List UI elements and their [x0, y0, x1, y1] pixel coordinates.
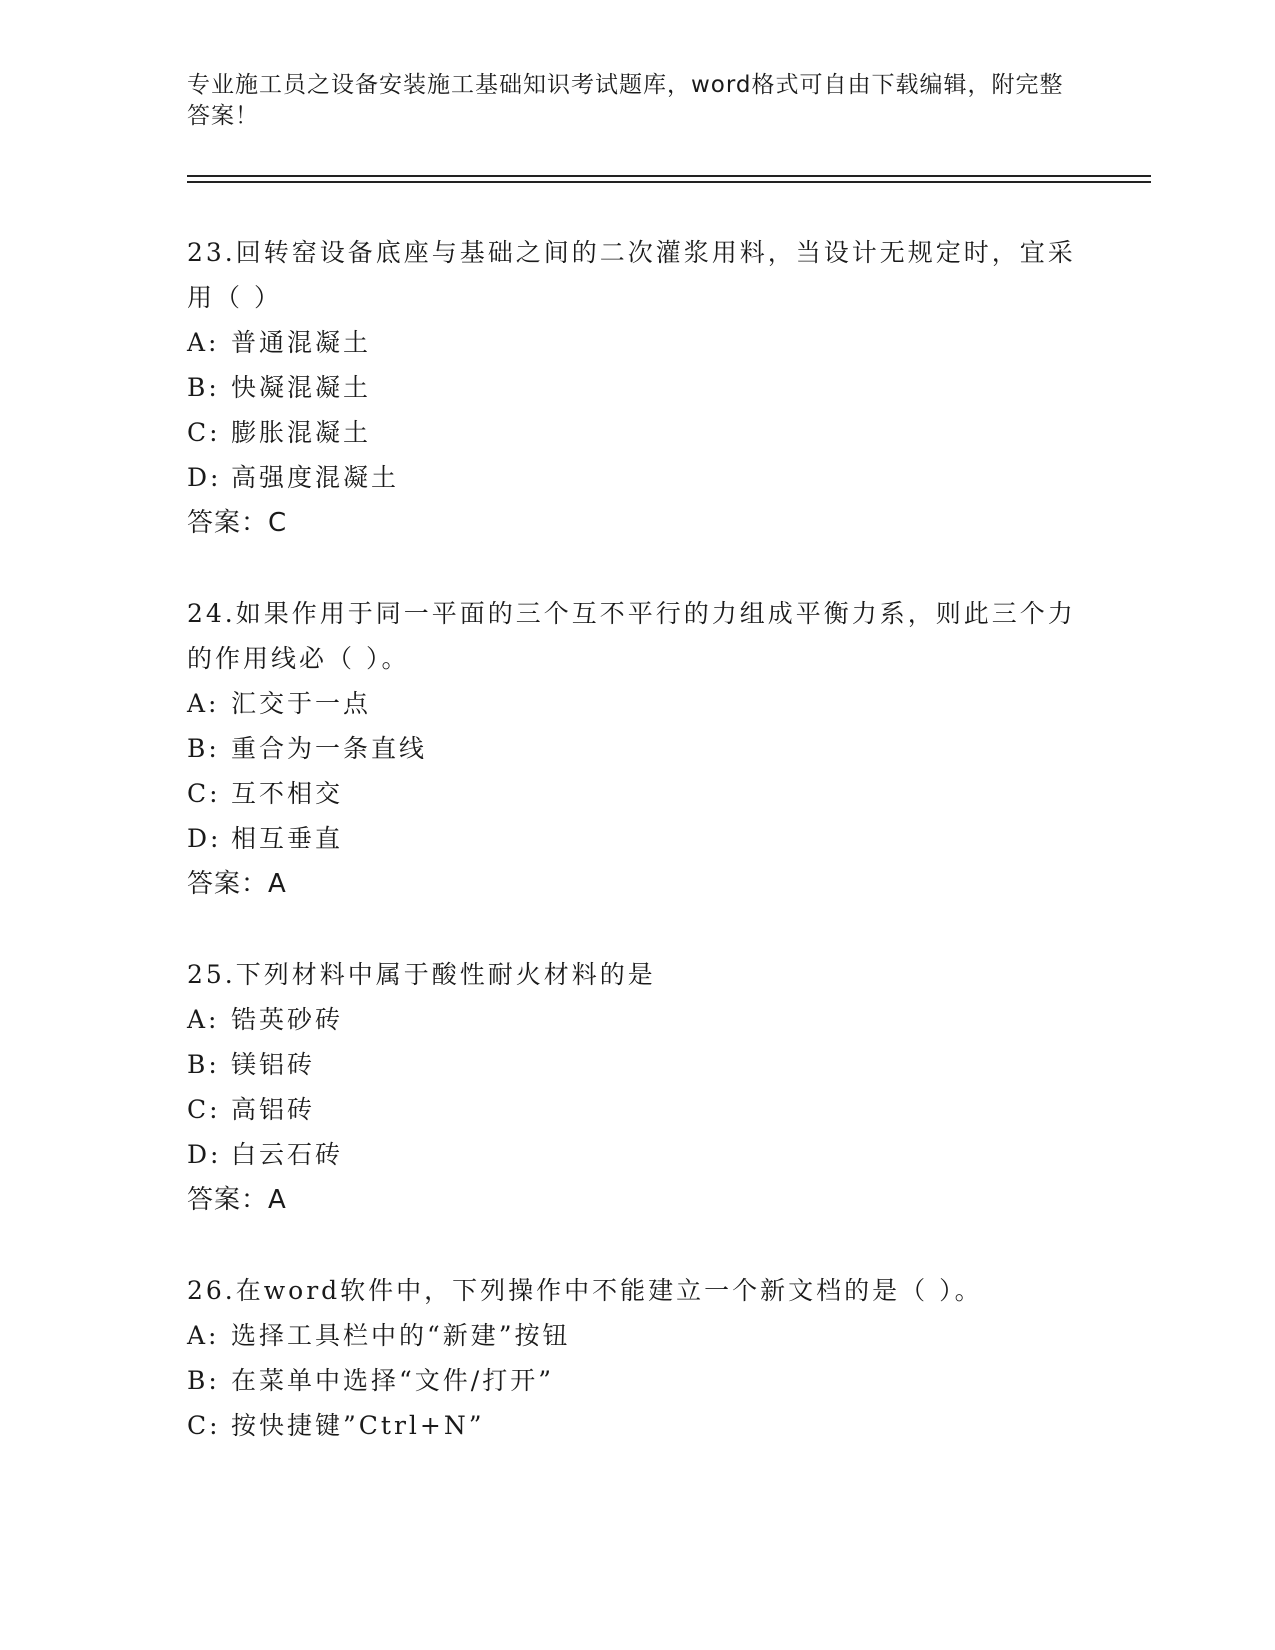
option-a — [187, 997, 1087, 1042]
question-list — [187, 230, 1087, 1492]
document-header: 专业施工员之设备安装施工基础知识考试题库，word格式可自由下载编辑，附完整答案！ — [187, 72, 1064, 129]
option-b — [187, 1358, 1087, 1403]
option-key: D: — [187, 1140, 222, 1169]
answer-line: 答案：A — [187, 869, 287, 899]
option-b — [187, 726, 1087, 771]
option-b — [187, 1042, 1087, 1087]
question-stem: 23.回转窑设备底座与基础之间的二次灌浆用料，当设计无规定时，宜采用（ ） — [187, 238, 1076, 312]
option-key: B: — [187, 373, 220, 402]
option-text: 高强度混凝土 — [231, 463, 400, 492]
option-text: 镁铝砖 — [231, 1050, 316, 1079]
option-key: D: — [187, 463, 222, 492]
option-key: C: — [187, 779, 221, 808]
option-c — [187, 1403, 1087, 1448]
option-c — [187, 771, 1087, 816]
option-text: 在菜单中选择“文件/打开” — [231, 1366, 554, 1395]
option-key: B: — [187, 1366, 220, 1395]
option-text: 膨胀混凝土 — [231, 418, 372, 447]
option-c — [187, 1087, 1087, 1132]
option-d — [187, 816, 1087, 861]
question-26 — [187, 1268, 1087, 1448]
question-25 — [187, 952, 1087, 1224]
option-text: 按快捷键”Ctrl+N” — [231, 1411, 485, 1440]
option-text: 重合为一条直线 — [231, 734, 428, 763]
option-key: A: — [187, 1005, 220, 1034]
option-text: 普通混凝土 — [231, 328, 372, 357]
option-text: 白云石砖 — [231, 1140, 344, 1169]
question-23 — [187, 230, 1087, 547]
option-text: 互不相交 — [231, 779, 344, 808]
option-key: A: — [187, 328, 220, 357]
option-key: D: — [187, 824, 222, 853]
question-stem: 24.如果作用于同一平面的三个互不平行的力组成平衡力系，则此三个力的作用线必（ ）。 — [187, 599, 1076, 673]
option-a — [187, 1313, 1087, 1358]
option-text: 高铝砖 — [231, 1095, 316, 1124]
option-key: B: — [187, 734, 220, 763]
question-stem: 26.在word软件中，下列操作中不能建立一个新文档的是（ ）。 — [187, 1276, 983, 1305]
answer-line: 答案：A — [187, 1185, 287, 1215]
option-text: 相互垂直 — [231, 824, 344, 853]
option-text: 选择工具栏中的“新建”按钮 — [231, 1321, 571, 1350]
option-key: B: — [187, 1050, 220, 1079]
question-24 — [187, 591, 1087, 908]
option-key: C: — [187, 418, 221, 447]
option-a — [187, 320, 1087, 365]
option-text: 汇交于一点 — [231, 689, 372, 718]
option-c — [187, 410, 1087, 455]
question-stem: 25.下列材料中属于酸性耐火材料的是 — [187, 960, 656, 989]
option-text: 快凝混凝土 — [231, 373, 372, 402]
option-key: A: — [187, 1321, 220, 1350]
option-a — [187, 681, 1087, 726]
header-divider-top — [187, 175, 1151, 177]
option-b — [187, 365, 1087, 410]
option-key: A: — [187, 689, 220, 718]
header-divider-bottom — [187, 181, 1151, 183]
option-key: C: — [187, 1411, 221, 1440]
option-key: C: — [187, 1095, 221, 1124]
option-d — [187, 455, 1087, 500]
option-text: 锆英砂砖 — [231, 1005, 344, 1034]
answer-line: 答案：C — [187, 508, 288, 538]
option-d — [187, 1132, 1087, 1177]
